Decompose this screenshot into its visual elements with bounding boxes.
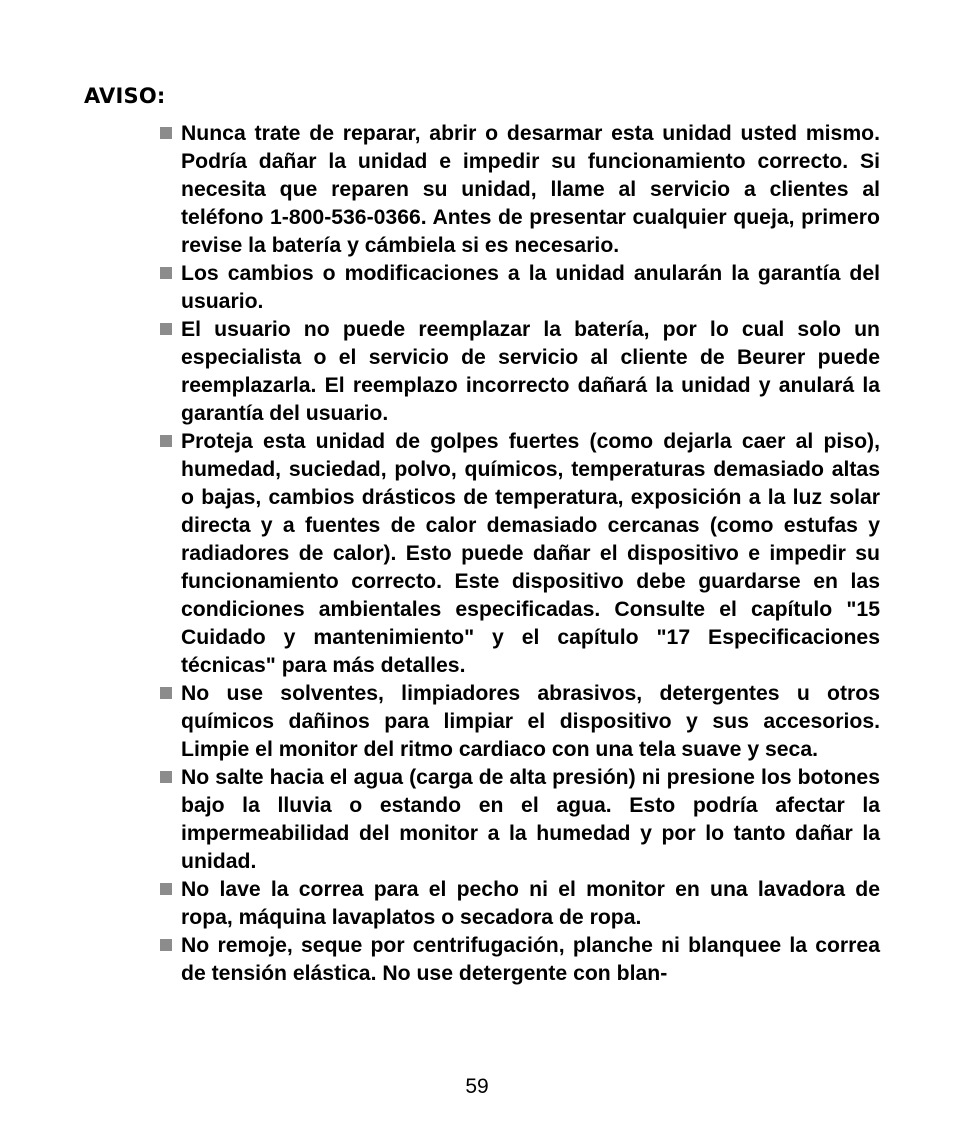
list-item	[160, 932, 880, 988]
square-bullet-icon	[160, 687, 172, 699]
list-item-text: Nunca trate de reparar, abrir o desarmar esta unidad usted mismo. Podría dañar la unidad e impedir su funcionamiento correcto. Si necesita que reparen su unidad, llame al servicio a clientes al teléfono 1-800-536-0366. Antes de presentar cualquier queja, primero revise la batería y cámbiela si es necesario.	[181, 122, 880, 257]
warning-heading: AVISO:	[84, 84, 166, 108]
square-bullet-icon	[160, 127, 172, 139]
page-number: 59	[465, 1075, 489, 1098]
list-item-text: No remoje, seque por centrifugación, planche ni blanquee la correa de tensión elástica. No use detergente con blan-	[181, 934, 880, 985]
list-item	[160, 260, 880, 316]
list-item-text: No lave la correa para el pecho ni el monitor en una lavadora de ropa, máquina lavaplatos o secadora de ropa.	[181, 878, 880, 929]
square-bullet-icon	[160, 883, 172, 895]
list-item-text: El usuario no puede reemplazar la batería, por lo cual solo un especialista o el servicio de servicio al cliente de Beurer puede reemplazarla. El reemplazo incorrecto dañará la unidad y anulará la garantía del usuario.	[181, 318, 880, 425]
square-bullet-icon	[160, 323, 172, 335]
list-item	[160, 428, 880, 680]
square-bullet-icon	[160, 939, 172, 951]
list-item-text: No use solventes, limpiadores abrasivos, detergentes u otros químicos dañinos para limpiar el dispositivo y sus accesorios. Limpie el monitor del ritmo cardiaco con una tela suave y seca.	[181, 682, 880, 761]
list-item	[160, 316, 880, 428]
square-bullet-icon	[160, 435, 172, 447]
list-item	[160, 764, 880, 876]
list-item	[160, 876, 880, 932]
list-item-text: Proteja esta unidad de golpes fuertes (como dejarla caer al piso), humedad, suciedad, polvo, químicos, temperaturas demasiado altas o bajas, cambios drásticos de temperatura, exposición a la luz solar directa y a fuentes de calor demasiado cercanas (como estufas y radiadores de calor). Esto puede dañar el dispositivo e impedir su funcionamiento correcto. Este dispositivo debe guardarse en las condiciones ambientales especificadas. Consulte el capítulo "15 Cuidado y mantenimiento" y el capítulo "17 Especificaciones técnicas" para más detalles.	[181, 430, 880, 677]
square-bullet-icon	[160, 771, 172, 783]
list-item	[160, 120, 880, 260]
warning-list	[160, 120, 880, 988]
list-item	[160, 680, 880, 764]
list-item-text: Los cambios o modificaciones a la unidad anularán la garantía del usuario.	[181, 262, 880, 313]
list-item-text: No salte hacia el agua (carga de alta presión) ni presione los botones bajo la lluvia o estando en el agua. Esto podría afectar la impermeabilidad del monitor a la humedad y por lo tanto dañar la unidad.	[181, 766, 880, 873]
square-bullet-icon	[160, 267, 172, 279]
